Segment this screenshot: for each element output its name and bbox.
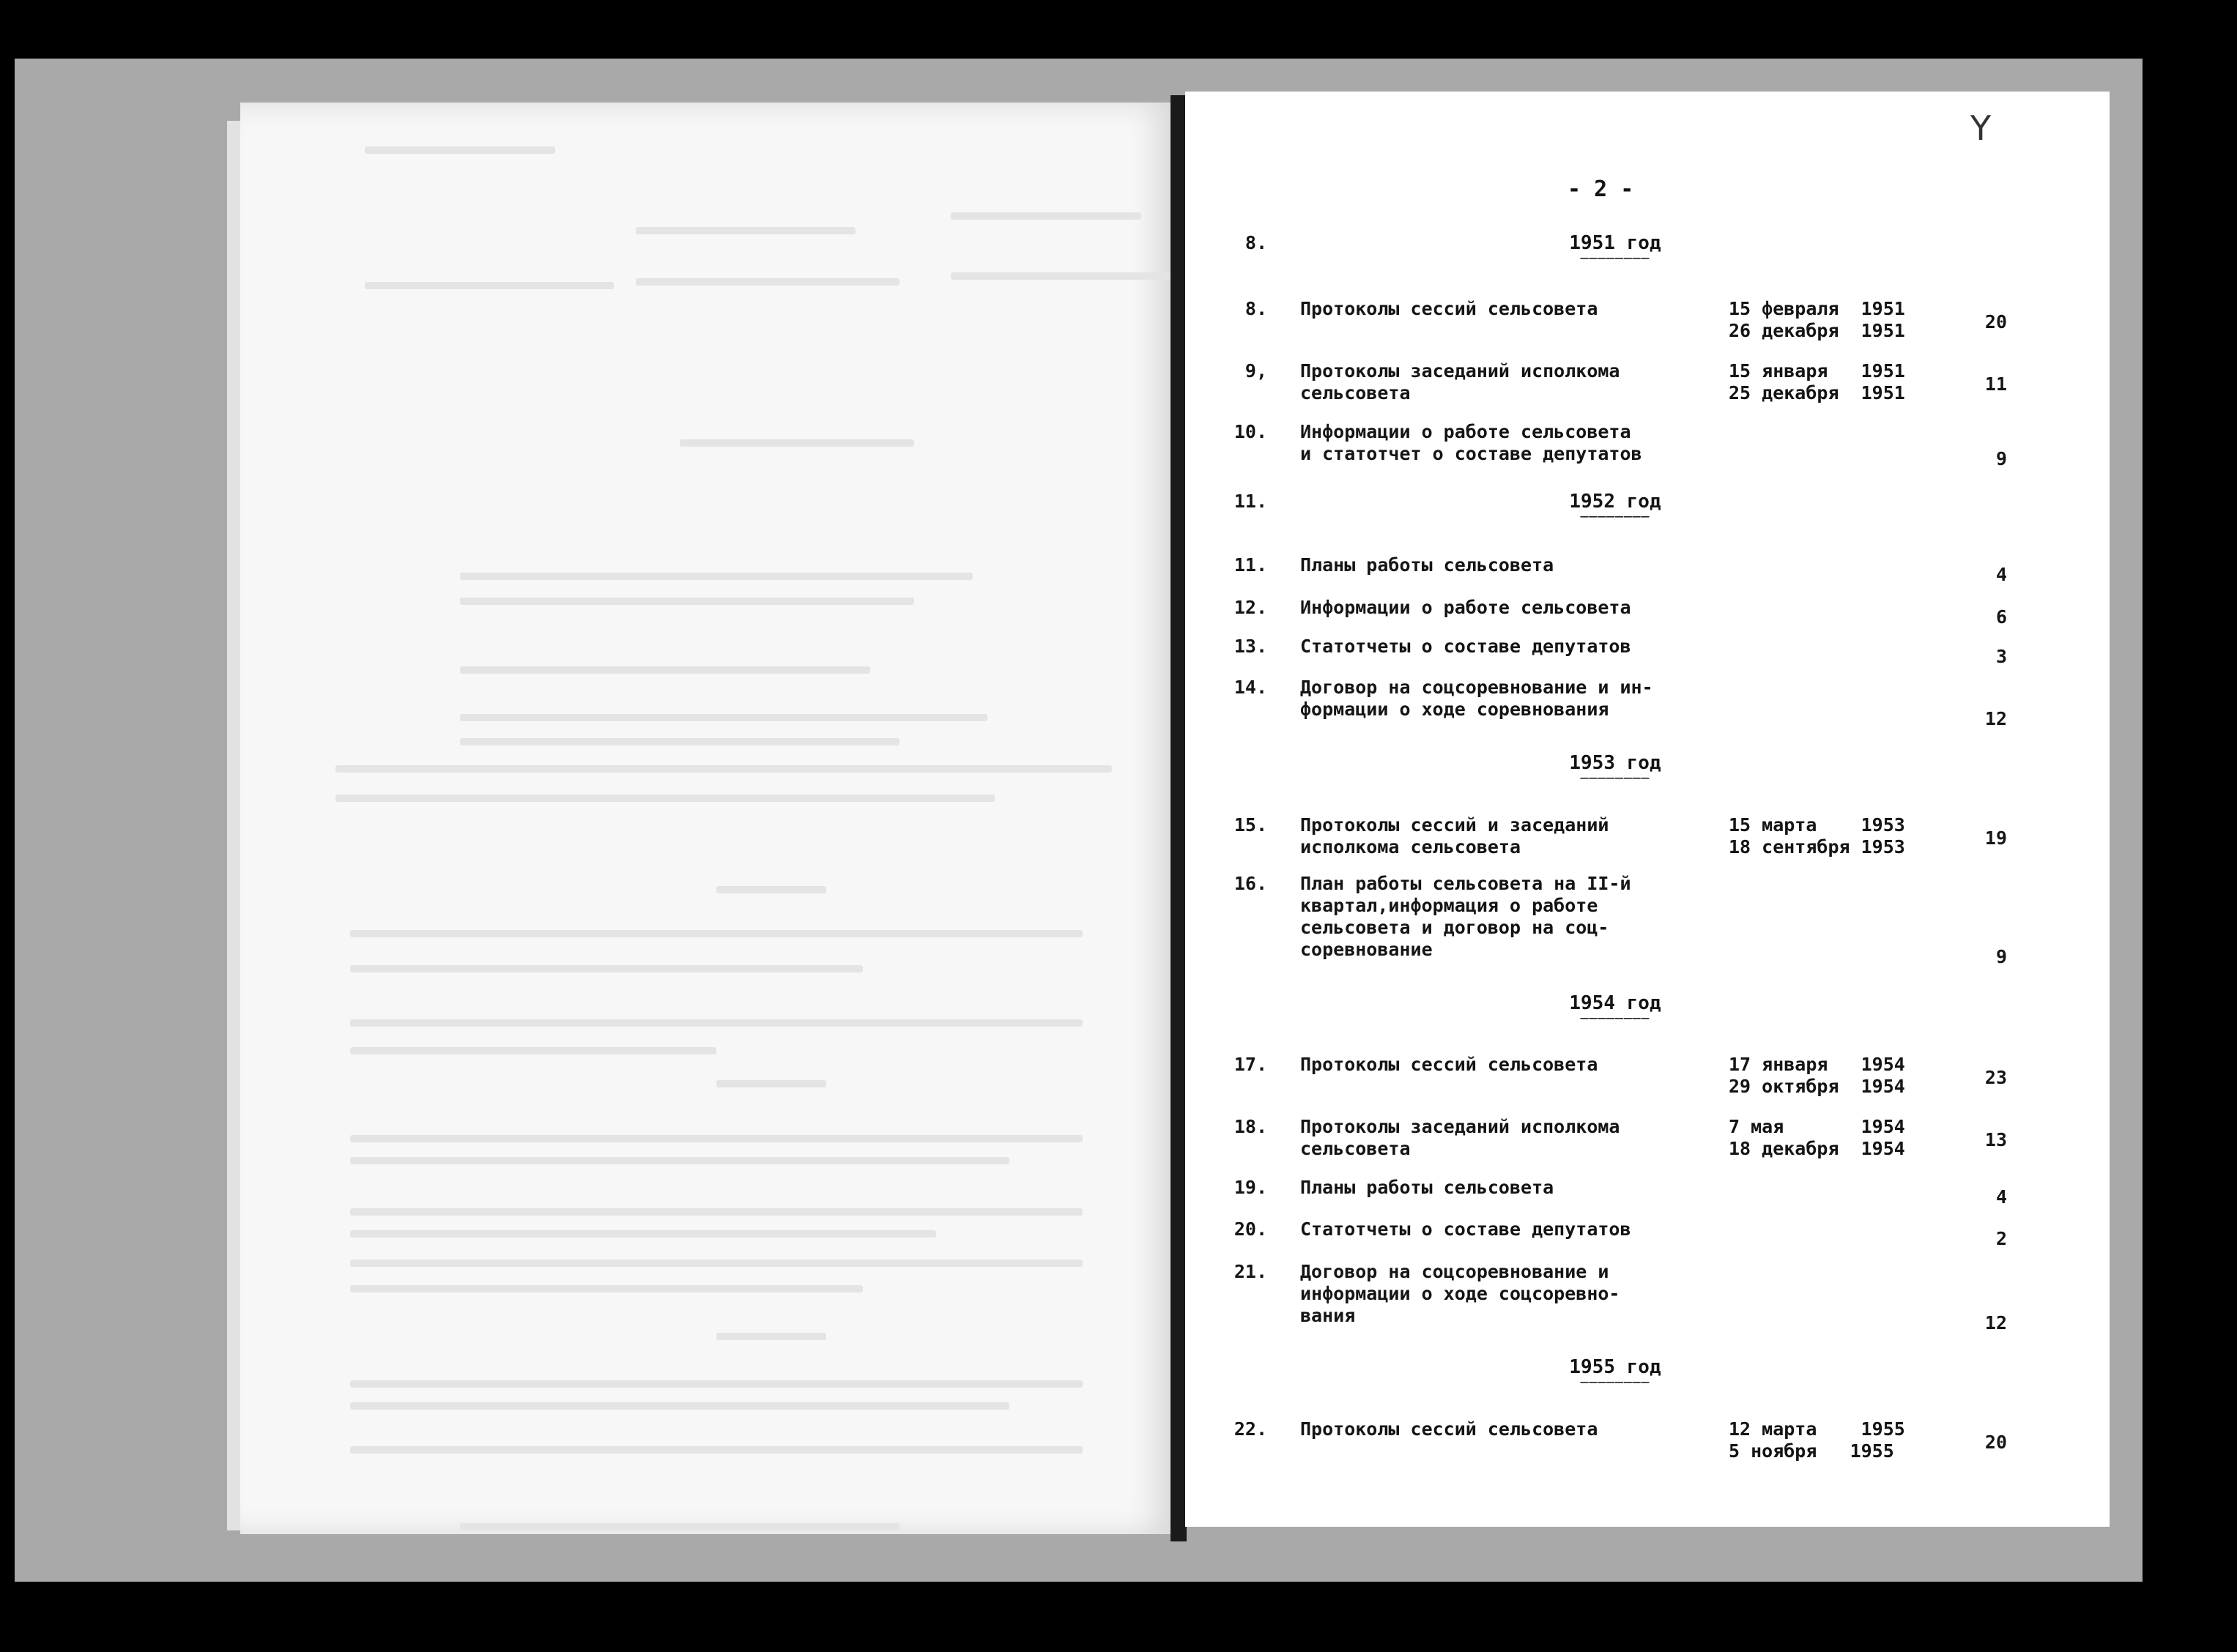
item-sheet-count: 4 xyxy=(1995,564,2007,585)
year-heading xyxy=(1527,232,1703,267)
item-number: 9, xyxy=(1244,360,1267,382)
year-heading xyxy=(1527,992,1703,1027)
item-title-line: План работы сельсовета на II-й xyxy=(1300,873,1631,894)
bleed-through-line xyxy=(636,227,856,234)
bleed-through-line xyxy=(335,795,995,802)
item-sheet-count: 3 xyxy=(1995,646,2007,667)
item-sheet-count: 19 xyxy=(1984,827,2007,849)
year-underline: ──────── xyxy=(1580,1375,1650,1391)
bleed-through-line xyxy=(460,598,914,605)
item-title-line: Планы работы сельсовета xyxy=(1300,554,1554,576)
item-number: 19. xyxy=(1233,1177,1267,1198)
item-title-line: исполкома сельсовета xyxy=(1300,836,1521,857)
item-date-line: 18 сентября 1953 xyxy=(1729,836,1905,857)
item-number: 11. xyxy=(1233,554,1267,576)
item-title-line: сельсовета xyxy=(1300,1138,1411,1159)
bleed-through-line xyxy=(350,965,863,972)
bleed-through-line xyxy=(350,1380,1083,1388)
bleed-through-line xyxy=(350,1446,1083,1454)
year-underline: ──────── xyxy=(1580,771,1650,786)
page-number: - 2 - xyxy=(1568,176,1634,202)
item-number: 20. xyxy=(1233,1218,1267,1240)
item-sheet-count: 12 xyxy=(1984,708,2007,729)
bleed-through-line xyxy=(350,1208,1083,1216)
item-date-line: 17 января 1954 xyxy=(1729,1054,1905,1075)
item-date-line: 15 марта 1953 xyxy=(1729,814,1905,836)
bleed-through-line xyxy=(350,1047,716,1054)
item-title-line: Планы работы сельсовета xyxy=(1300,1177,1554,1198)
item-title-line: соревнование xyxy=(1300,939,1433,960)
bleed-through-line xyxy=(716,1080,826,1087)
item-date-line: 29 октября 1954 xyxy=(1729,1076,1905,1097)
binding-gutter xyxy=(1171,95,1187,1541)
item-title-line: Протоколы сессий сельсовета xyxy=(1300,298,1598,319)
item-number: 13. xyxy=(1233,636,1267,657)
bleed-through-line xyxy=(716,1333,826,1340)
item-date-line: 12 марта 1955 xyxy=(1729,1418,1905,1440)
item-title-line: Протоколы сессий и заседаний xyxy=(1300,814,1609,836)
item-title-line: Статотчеты о составе депутатов xyxy=(1300,636,1631,657)
left-page xyxy=(240,103,1178,1534)
item-number: 12. xyxy=(1233,597,1267,618)
year-underline: ──────── xyxy=(1580,510,1650,525)
bleed-through-line xyxy=(460,738,899,745)
item-sheet-count: 4 xyxy=(1995,1186,2007,1208)
item-title-line: Протоколы заседаний исполкома xyxy=(1300,1116,1620,1137)
item-title-line: Информации о работе сельсовета xyxy=(1300,421,1631,442)
item-date-line: 15 января 1951 xyxy=(1729,360,1905,382)
item-title-line: Протоколы заседаний исполкома xyxy=(1300,360,1620,382)
bleed-through-line xyxy=(365,146,555,154)
bleed-through-line xyxy=(350,1157,1009,1164)
year-heading xyxy=(1527,1356,1703,1391)
item-title-line: Протоколы сессий сельсовета xyxy=(1300,1418,1598,1440)
item-number: 22. xyxy=(1233,1418,1267,1440)
year-heading-text: 1952 год xyxy=(1569,491,1661,513)
item-title-line: вания xyxy=(1300,1305,1356,1326)
item-number: 8. xyxy=(1244,232,1267,253)
item-date-line: 18 декабря 1954 xyxy=(1729,1138,1905,1159)
item-date-line: 15 февраля 1951 xyxy=(1729,298,1905,319)
item-title-line: информации о ходе соцсоревно- xyxy=(1300,1283,1620,1304)
year-heading xyxy=(1527,491,1703,523)
year-heading-text: 1955 год xyxy=(1569,1356,1661,1378)
bleed-through-line xyxy=(350,1135,1083,1142)
item-title-line: Статотчеты о составе депутатов xyxy=(1300,1218,1631,1240)
item-title-line: формации о ходе соревнования xyxy=(1300,699,1609,720)
bleed-through-line xyxy=(350,1260,1083,1267)
item-sheet-count: 6 xyxy=(1995,606,2007,628)
item-title-line: Информации о работе сельсовета xyxy=(1300,597,1631,618)
bleed-through-line xyxy=(951,212,1141,220)
item-number: 11. xyxy=(1233,491,1267,512)
bleed-through-line xyxy=(350,1230,936,1238)
item-number: 15. xyxy=(1233,814,1267,836)
item-title-line: квартал,информация о работе xyxy=(1300,895,1598,916)
bleed-through-line xyxy=(350,930,1083,937)
year-heading-text: 1954 год xyxy=(1569,992,1661,1014)
item-title-line: сельсовета xyxy=(1300,382,1411,403)
bleed-through-line xyxy=(636,278,899,286)
item-number: 18. xyxy=(1233,1116,1267,1137)
item-number: 21. xyxy=(1233,1261,1267,1282)
item-number: 8. xyxy=(1244,298,1267,319)
bleed-through-line xyxy=(460,714,987,721)
item-number: 10. xyxy=(1233,421,1267,442)
bleed-through-line xyxy=(350,1285,863,1292)
bleed-through-line xyxy=(460,1523,899,1530)
item-sheet-count: 12 xyxy=(1984,1312,2007,1333)
item-sheet-count: 20 xyxy=(1984,311,2007,332)
bleed-through-line xyxy=(460,573,973,580)
item-sheet-count: 9 xyxy=(1995,448,2007,469)
item-sheet-count: 20 xyxy=(1984,1432,2007,1453)
item-sheet-count: 23 xyxy=(1984,1067,2007,1088)
item-sheet-count: 13 xyxy=(1984,1129,2007,1150)
year-underline: ──────── xyxy=(1580,251,1650,267)
item-title-line: Договор на соцсоревнование и xyxy=(1300,1261,1609,1282)
bleed-through-line xyxy=(335,765,1112,773)
year-heading-text: 1953 год xyxy=(1569,752,1661,774)
item-title-line: Протоколы сессий сельсовета xyxy=(1300,1054,1598,1075)
corner-handwritten-mark: Y xyxy=(1970,108,1992,148)
item-date-line: 7 мая 1954 xyxy=(1729,1116,1905,1137)
year-heading xyxy=(1527,752,1703,784)
item-date-line: 5 ноября 1955 xyxy=(1729,1440,1894,1462)
bleed-through-line xyxy=(350,1019,1083,1027)
item-sheet-count: 11 xyxy=(1984,373,2007,395)
item-date-line: 25 декабря 1951 xyxy=(1729,382,1905,403)
bleed-through-line xyxy=(365,282,614,289)
item-number: 16. xyxy=(1233,873,1267,894)
item-sheet-count: 9 xyxy=(1995,946,2007,967)
bleed-through-line xyxy=(951,272,1171,280)
bleed-through-line xyxy=(680,439,914,447)
bleed-through-line xyxy=(716,886,826,893)
item-number: 14. xyxy=(1233,677,1267,698)
item-title-line: и статотчет о составе депутатов xyxy=(1300,443,1642,464)
bleed-through-line xyxy=(350,1402,1009,1410)
item-date-line: 26 декабря 1951 xyxy=(1729,320,1905,341)
item-sheet-count: 2 xyxy=(1995,1228,2007,1249)
item-title-line: Договор на соцсоревнование и ин- xyxy=(1300,677,1653,698)
year-underline: ──────── xyxy=(1580,1011,1650,1027)
item-title-line: сельсовета и договор на соц- xyxy=(1300,917,1609,938)
year-heading-text: 1951 год xyxy=(1569,232,1661,254)
bleed-through-line xyxy=(460,666,870,674)
item-number: 17. xyxy=(1233,1054,1267,1075)
